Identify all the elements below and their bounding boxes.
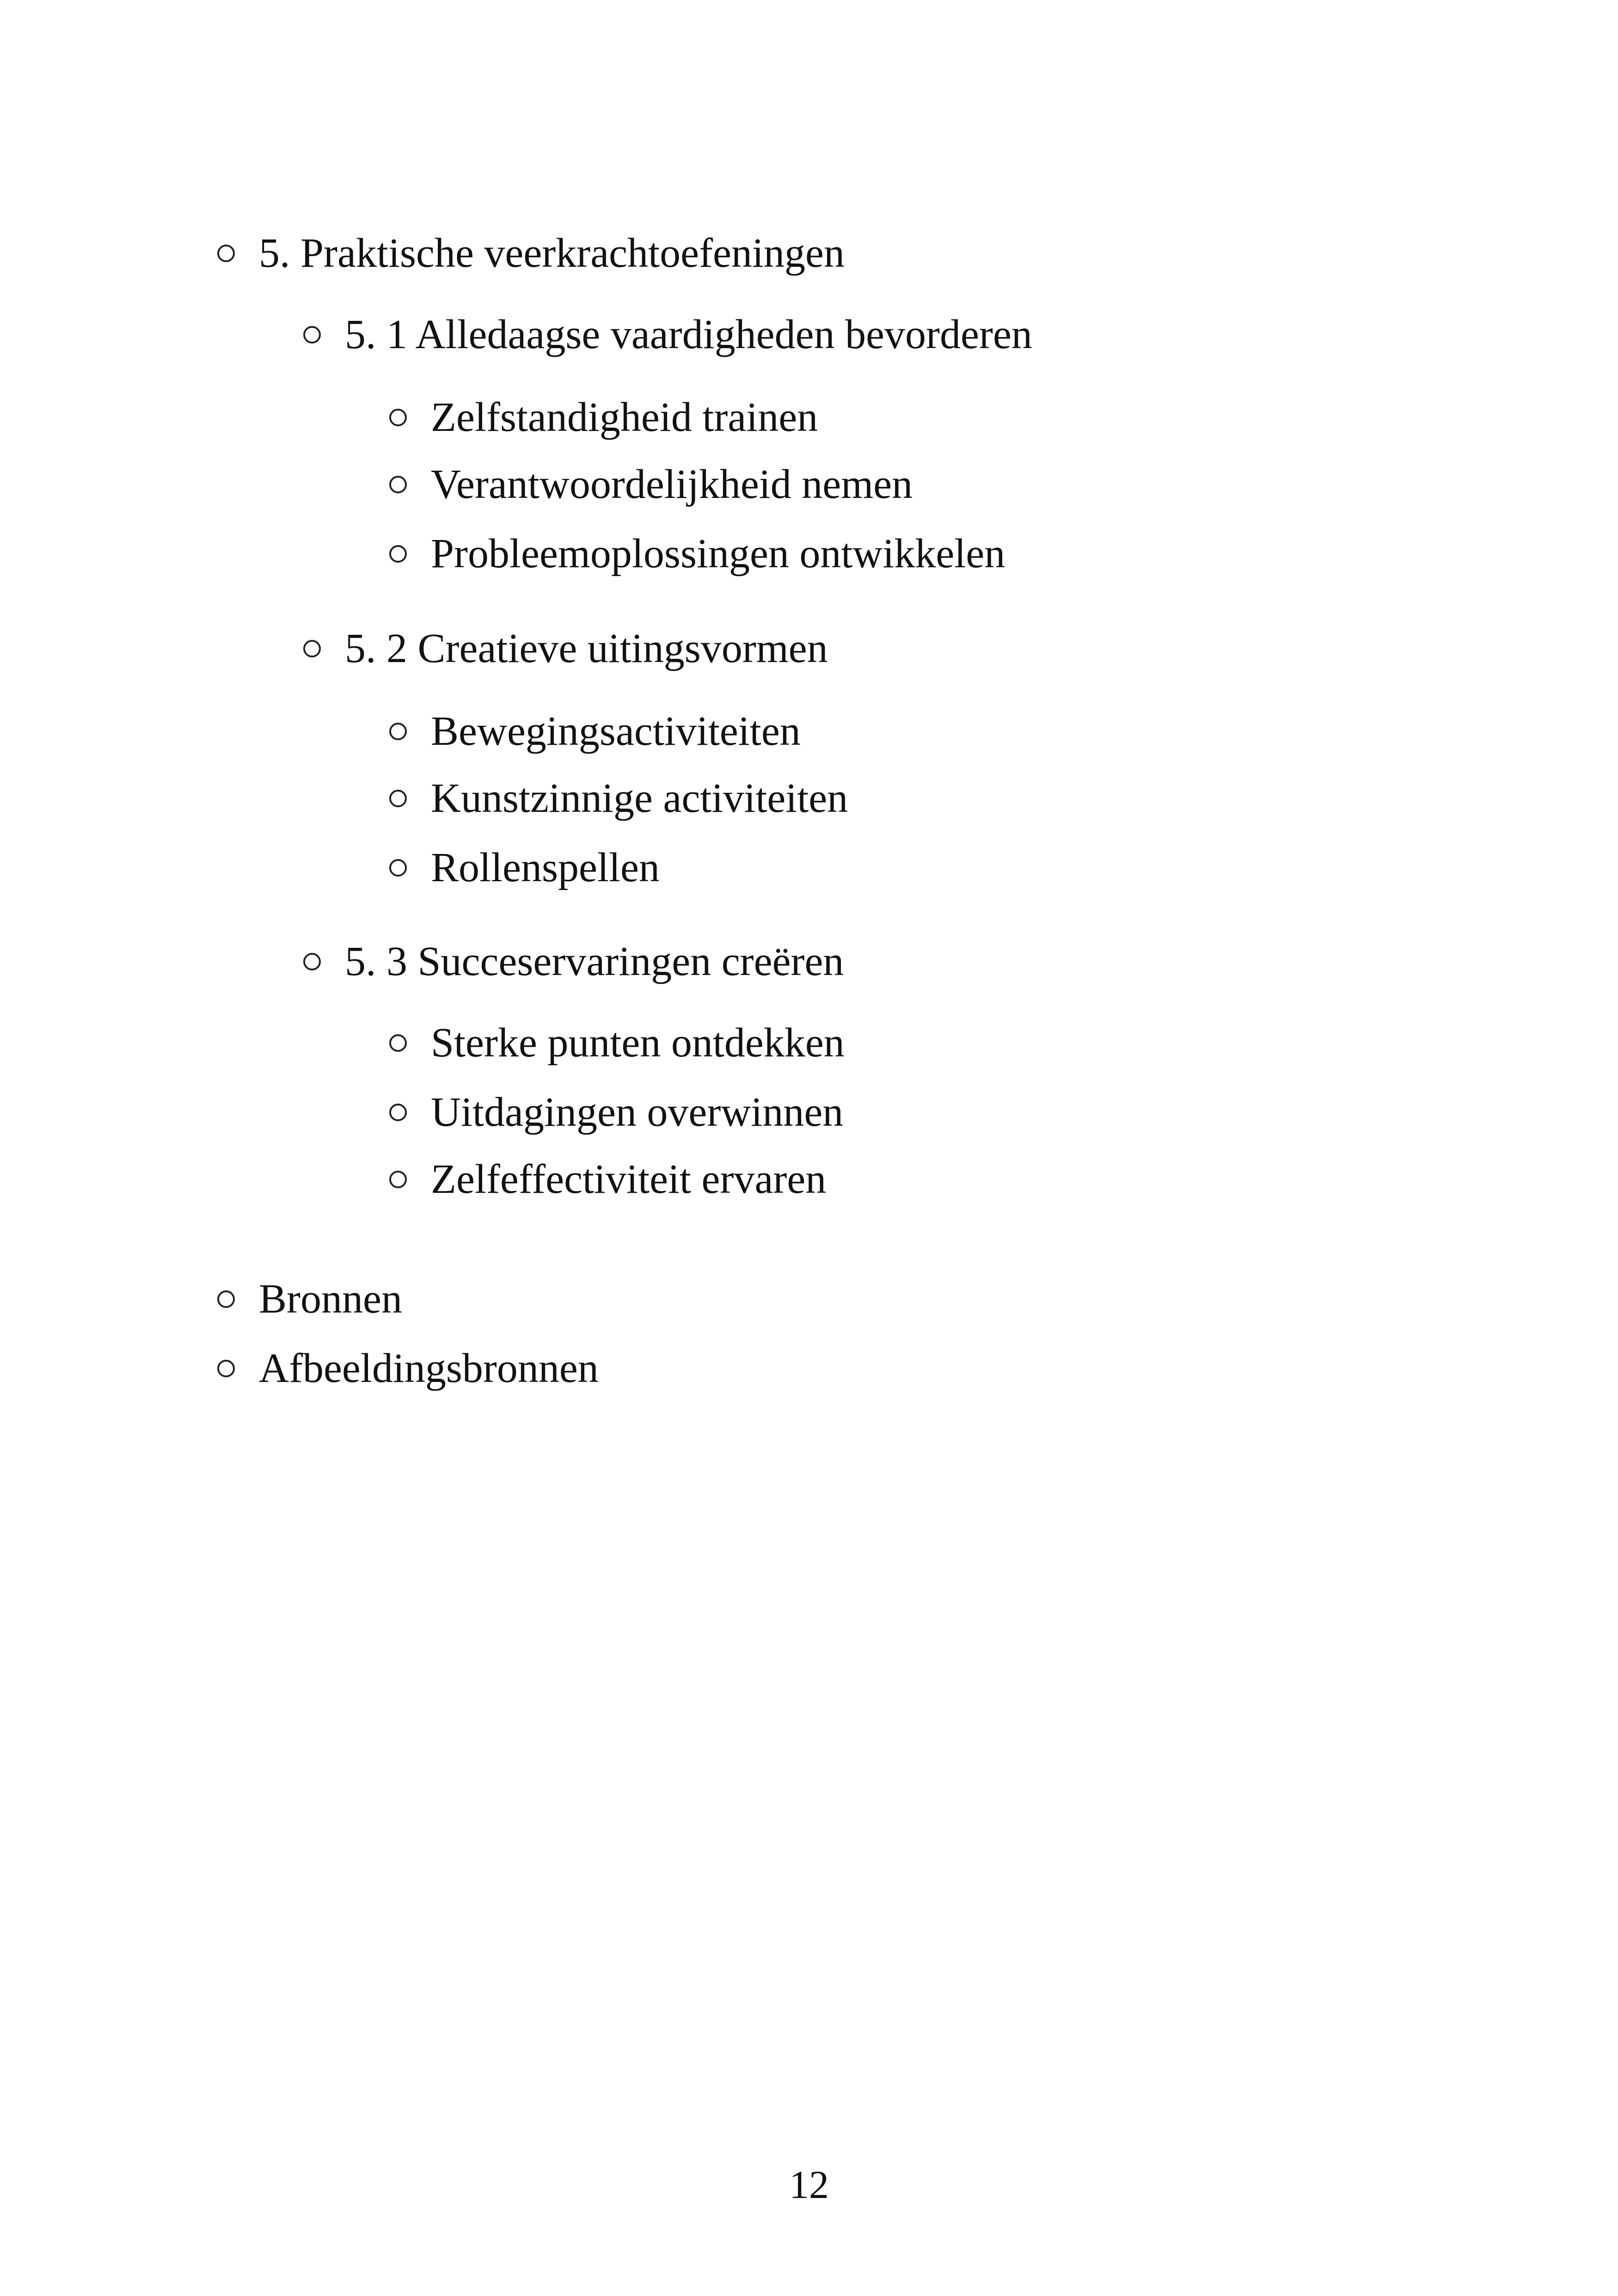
- hollow-circle-bullet-icon: [389, 1171, 407, 1188]
- hollow-circle-bullet-icon: [389, 1104, 407, 1121]
- toc-entry-item[interactable]: [389, 526, 1005, 582]
- toc-entry-label: Uitdagingen overwinnen: [431, 1089, 844, 1135]
- hollow-circle-bullet-icon: [303, 326, 321, 344]
- toc-entry-label: Probleemoplossingen ontwikkelen: [431, 531, 1005, 577]
- toc-entry-item[interactable]: [389, 457, 913, 512]
- toc-entry-label: Rollenspellen: [431, 845, 660, 890]
- toc-entry-label: Kunstzinnige activiteiten: [431, 775, 848, 821]
- hollow-circle-bullet-icon: [389, 1034, 407, 1052]
- toc-entry-label: Sterke punten ontdekken: [431, 1020, 845, 1066]
- toc-entry-section-5-2[interactable]: [303, 621, 828, 676]
- toc-entry-label: Zelfeffectiviteit ervaren: [431, 1156, 827, 1202]
- hollow-circle-bullet-icon: [389, 790, 407, 807]
- toc-entry-section-5-3[interactable]: [303, 934, 844, 989]
- hollow-circle-bullet-icon: [389, 545, 407, 563]
- toc-entry-item[interactable]: [389, 390, 818, 445]
- toc-entry-label: Zelfstandigheid trainen: [431, 394, 818, 440]
- toc-entry-label: 5. Praktische veerkrachtoefeningen: [259, 230, 845, 276]
- toc-entry-label: 5. 3 Succeservaringen creëren: [345, 939, 844, 984]
- toc-entry-afbeeldingsbronnen[interactable]: [217, 1341, 599, 1396]
- toc-entry-label: Bewegingsactiviteiten: [431, 708, 801, 754]
- hollow-circle-bullet-icon: [389, 723, 407, 740]
- toc-entry-chapter-5[interactable]: [217, 226, 845, 281]
- toc-entry-item[interactable]: [389, 704, 801, 759]
- toc-entry-section-5-1[interactable]: [303, 307, 1032, 362]
- hollow-circle-bullet-icon: [217, 1360, 235, 1377]
- toc-entry-label: Bronnen: [259, 1276, 402, 1322]
- toc-entry-item[interactable]: [389, 1015, 845, 1071]
- hollow-circle-bullet-icon: [217, 245, 235, 262]
- hollow-circle-bullet-icon: [303, 640, 321, 657]
- toc-entry-label: 5. 1 Alledaagse vaardigheden bevorderen: [345, 312, 1032, 357]
- page-number: 12: [789, 2162, 829, 2207]
- toc-entry-label: 5. 2 Creatieve uitingsvormen: [345, 626, 828, 671]
- toc-entry-label: Afbeeldingsbronnen: [259, 1345, 599, 1391]
- toc-entry-item[interactable]: [389, 1085, 843, 1140]
- hollow-circle-bullet-icon: [303, 953, 321, 970]
- hollow-circle-bullet-icon: [389, 859, 407, 877]
- toc-entry-item[interactable]: [389, 1152, 826, 1207]
- toc-entry-label: Verantwoordelijkheid nemen: [431, 461, 913, 507]
- hollow-circle-bullet-icon: [217, 1290, 235, 1308]
- toc-entry-bronnen[interactable]: [217, 1271, 402, 1327]
- toc-entry-item[interactable]: [389, 840, 660, 896]
- hollow-circle-bullet-icon: [389, 409, 407, 426]
- hollow-circle-bullet-icon: [389, 476, 407, 493]
- toc-entry-item[interactable]: [389, 771, 848, 826]
